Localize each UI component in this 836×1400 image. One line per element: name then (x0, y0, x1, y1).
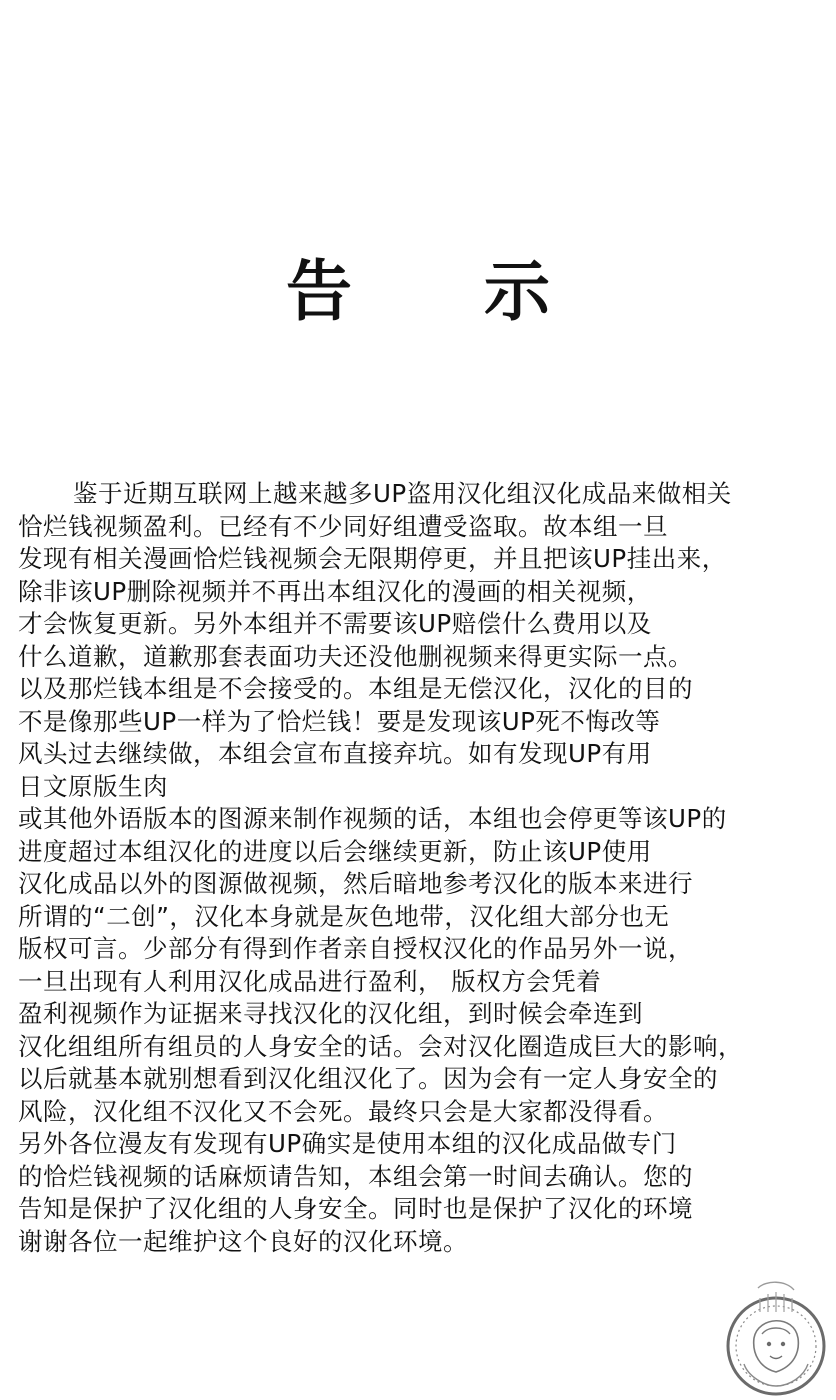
notice-line: 才会恢复更新。另外本组并不需要该UP赔偿什么费用以及 (18, 609, 652, 638)
notice-line: 的恰烂钱视频的话麻烦请告知，本组会第一时间去确认。您的 (18, 1161, 693, 1191)
notice-line: 一旦出现有人利用汉化成品进行盈利， 版权方会凭着 (18, 966, 602, 996)
notice-line: 盈利视频作为证据来寻找汉化的汉化组，到时候会牵连到 (18, 999, 643, 1028)
notice-line: 告知是保护了汉化组的人身安全。同时也是保护了汉化的环境 (18, 1194, 693, 1223)
notice-line: 汉化成品以外的图源做视频，然后暗地参考汉化的版本来进行 (18, 869, 693, 898)
notice-line: 或其他外语版本的图源来制作视频的话，本组也会停更等该UP的 (18, 804, 727, 833)
notice-line: 以后就基本就别想看到汉化组汉化了。因为会有一定人身安全的 (18, 1064, 718, 1093)
notice-body (18, 478, 830, 1258)
notice-line: 所谓的“二创”，汉化本身就是灰色地带，汉化组大部分也无 (18, 901, 670, 931)
notice-line: 什么道歉，道歉那套表面功夫还没他删视频来得更实际一点。 (18, 641, 693, 671)
notice-line: 风险，汉化组不汉化又不会死。最终只会是大家都没得看。 (18, 1096, 668, 1126)
notice-line: 版权可言。少部分有得到作者亲自授权汉化的作品另外一说， (18, 934, 693, 963)
notice-line: 以及那烂钱本组是不会接受的。本组是无偿汉化，汉化的目的 (18, 674, 693, 703)
notice-line: 发现有相关漫画恰烂钱视频会无限期停更，并且把该UP挂出来， (18, 544, 727, 573)
notice-line: 另外各位漫友有发现有UP确实是使用本组的汉化成品做专门 (18, 1129, 677, 1158)
notice-line: 进度超过本组汉化的进度以后会继续更新，防止该UP使用 (18, 836, 652, 866)
notice-title: 告 示 (286, 253, 550, 330)
notice-line: 风头过去继续做，本组会宣布直接弃坑。如有发现UP有用 (18, 739, 652, 768)
group-seal-stamp (714, 1268, 832, 1396)
notice-line: 谢谢各位一起维护这个良好的汉化环境。 (18, 1226, 468, 1256)
notice-line: 除非该UP删除视频并不再出本组汉化的漫画的相关视频， (18, 576, 652, 606)
notice-line: 恰烂钱视频盈利。已经有不少同好组遭受盗取。故本组一旦 (18, 511, 668, 541)
notice-line: 汉化组组所有组员的人身安全的话。会对汉化圈造成巨大的影响， (18, 1031, 743, 1061)
notice-line: 不是像那些UP一样为了恰烂钱！要是发现该UP死不悔改等 (18, 706, 661, 736)
notice-line: 日文原版生肉 (18, 771, 168, 801)
notice-line: 鉴于近期互联网上越来越多UP盗用汉化组汉化成品来做相关 (73, 479, 732, 508)
